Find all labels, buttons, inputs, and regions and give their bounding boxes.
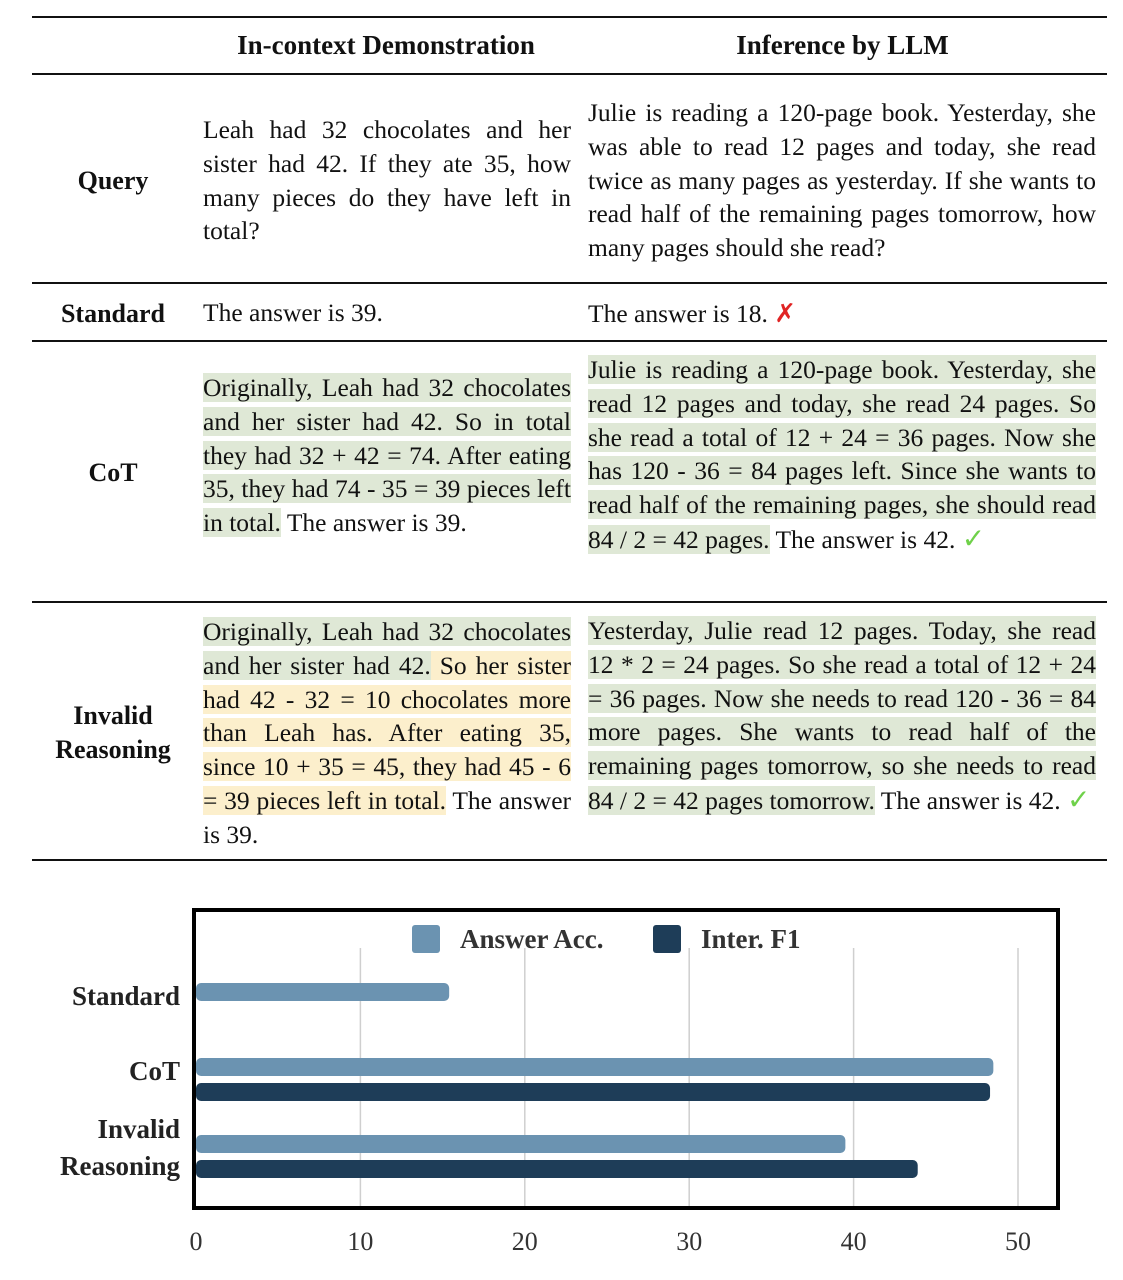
x-tick-label: 50	[1005, 1227, 1031, 1256]
invalid-demo-invalid-part: So her sister had 42 - 32 = 10 chocolates more than Leah has. After eating 35, since 10 + 35 = 45, they had 45 - 6 = 39 pieces left in total.	[203, 650, 571, 815]
standard-demo-cell: The answer is 39.	[203, 298, 383, 327]
bar-inter-f1-invalid-reasoning	[196, 1160, 918, 1178]
query-demo-cell: Leah had 32 chocolates and her sister had 42. If they ate 35, how many pieces do they have left in total?	[203, 115, 571, 246]
x-tick-label: 30	[676, 1227, 703, 1256]
category-label: Standard	[71, 981, 180, 1011]
category-label: Invalid	[97, 1114, 180, 1144]
row-label-cot: CoT	[88, 458, 138, 487]
standard-rule	[32, 340, 1107, 342]
invalid-demo-answer: The answer is 39.	[203, 785, 571, 849]
cot-inference-cell	[588, 353, 1096, 557]
invalid-inference-cell	[588, 614, 1096, 818]
bar-inter-f1-cot	[196, 1083, 990, 1101]
header-inference: Inference by LLM	[736, 30, 949, 60]
cot-inference-answer: The answer is 42.	[769, 524, 956, 554]
bar-answer-acc--invalid-reasoning	[196, 1135, 845, 1153]
table-top-rule	[32, 16, 1107, 18]
table-bottom-rule	[32, 859, 1107, 861]
row-label-reasoning: Reasoning	[55, 735, 171, 764]
cross-icon: ✗	[774, 299, 797, 329]
legend-label: Inter. F1	[701, 924, 801, 954]
x-tick-label: 40	[840, 1227, 867, 1256]
x-tick-label: 10	[347, 1227, 374, 1256]
bar-answer-acc--standard	[196, 983, 449, 1001]
category-label: Reasoning	[59, 1151, 180, 1181]
cot-inference-highlight: Julie is reading a 120-page book. Yesterday, she read 12 pages and today, she read 24 pages. So she read a total of 12 + 24 = 36 pages. Now she has 120 - 36 = 84 pages left. Since she wants to read half of the remaining pages, she should read 84 / 2 = 42 pages.	[588, 355, 1096, 554]
category-label: CoT	[128, 1056, 180, 1086]
query-rule	[32, 282, 1107, 284]
invalid-inference-answer: The answer is 42.	[874, 785, 1061, 815]
row-label-query: Query	[77, 166, 149, 195]
cot-demo-cell	[203, 371, 571, 540]
invalid-demo-cell	[203, 615, 571, 852]
query-inference-cell: Julie is reading a 120-page book. Yesterday, she was able to read 12 pages and today, she read twice as many pages as yesterday. If she wants to read half of the remaining pages tomorrow, how many pages should she read?	[588, 98, 1096, 263]
row-label-standard: Standard	[60, 299, 166, 328]
x-tick-label: 0	[189, 1227, 203, 1256]
header-demonstration: In-context Demonstration	[237, 30, 535, 60]
x-tick-label: 20	[511, 1227, 538, 1256]
standard-inference-cell	[588, 297, 1096, 332]
legend-swatch	[412, 925, 440, 953]
header-rule	[32, 73, 1107, 75]
check-icon: ✓	[961, 521, 986, 555]
cot-demo-highlight: Originally, Leah had 32 chocolates and her sister had 42. So in total they had 32 + 42 = 74. After eating 35, they had 74 - 35 = 39 pieces left in total.	[203, 373, 571, 538]
cot-rule	[32, 601, 1107, 603]
bar-chart	[0, 880, 1123, 1280]
cot-demo-answer: The answer is 39.	[280, 508, 467, 538]
invalid-demo-valid-part: Originally, Leah had 32 chocolates and her sister had 42.	[203, 617, 571, 680]
legend-swatch	[653, 925, 681, 953]
standard-inference-text: The answer is 18.	[588, 299, 768, 328]
invalid-inference-highlight: Yesterday, Julie read 12 pages. Today, she read 12 * 2 = 24 pages. So she read a total of 12 + 24 = 36 pages. Now she needs to read 120 - 36 = 84 more pages. She wants to read half of the remaining pages tomorrow, so she needs to read 84 / 2 = 42 pages tomorrow.	[588, 616, 1096, 815]
row-label-invalid: Invalid	[73, 701, 153, 730]
legend-label: Answer Acc.	[460, 924, 604, 954]
row-label-invalid-reasoning	[30, 699, 196, 767]
bar-answer-acc--cot	[196, 1058, 993, 1076]
check-icon: ✓	[1067, 782, 1091, 816]
